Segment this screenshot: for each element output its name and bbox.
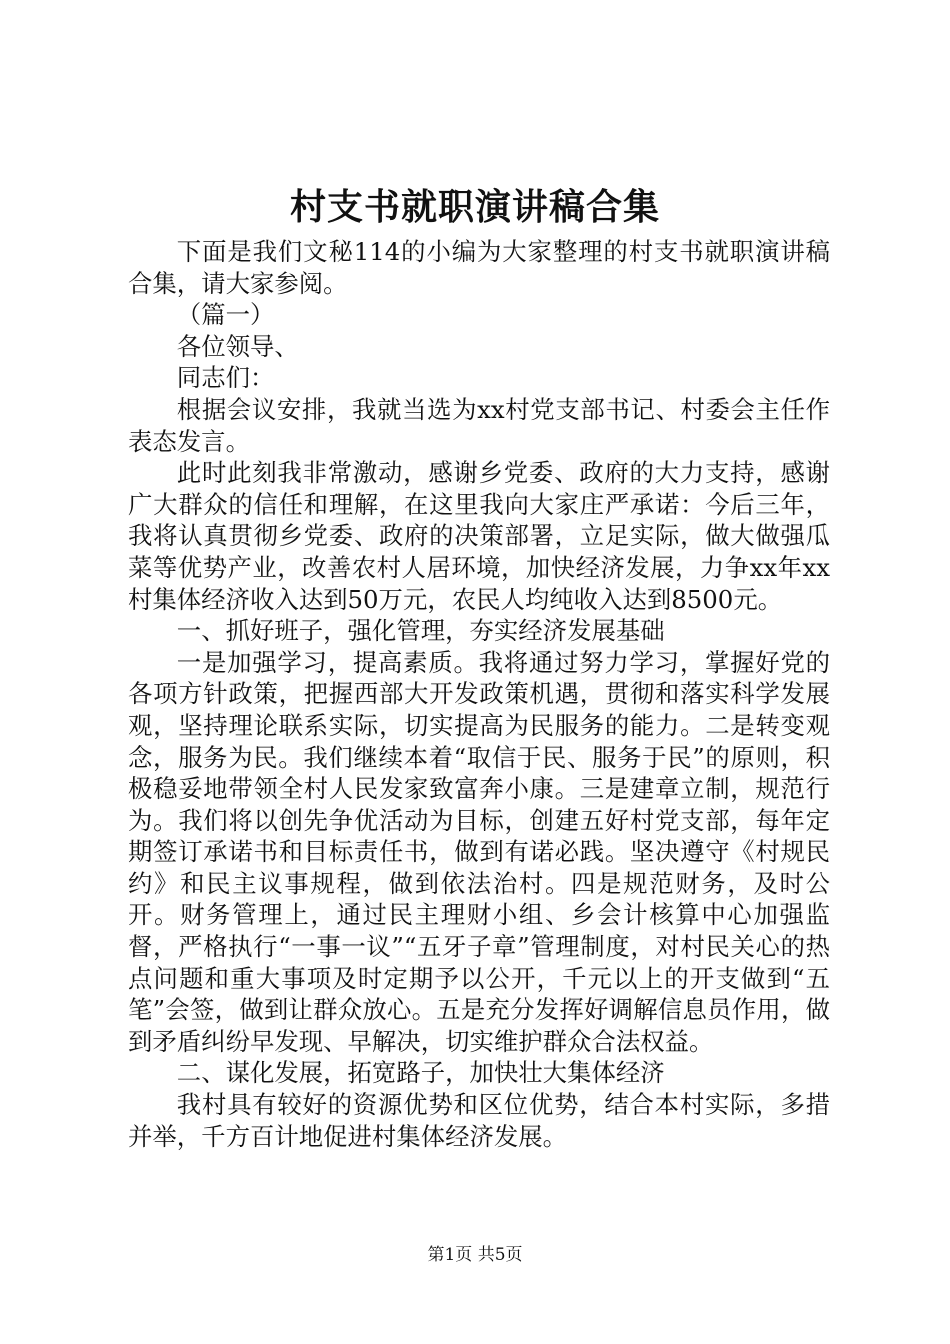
paragraph-salutation-comrades: 同志们： <box>176 363 275 393</box>
document-title: 村支书就职演讲稿合集 <box>289 186 660 228</box>
heading-section-two: 二、谋化发展，拓宽路子，加快壮大集体经济 <box>176 1058 665 1088</box>
paragraph-opening: 根据会议安排，我就当选为xx村党支部书记、村委会主任作表态发言。 <box>128 394 830 456</box>
paragraph-section-one-body: 一是加强学习，提高素质。我将通过努力学习，掌握好党的各项方针政策，把握西部大开发政策机遇，贯彻和落实科学发展观，坚持理论联系实际，切实提高为民服务的能力。二是转变观念，服务为民。我们继续本着“取信于民、服务于民”的原则，积极稳妥地带领全村人民发家致富奔小康。三是建章立制，规范行为。我们将以创先争优活动为目标，创建五好村党支部，每年定期签订承诺书和目标责任书，做到有诺必践。坚决遵守《村规民约》和民主议事规程，做到依法治村。四是规范财务，及时公开。财务管理上，通过民主理财小组、乡会计核算中心加强监督，严格执行“一事一议”“五牙子章”管理制度，对村民关心的热点问题和重大事项及时定期予以公开，千元以上的开支做到“五笔”会签，做到让群众放心。五是充分发挥好调解信息员作用，做到矛盾纠纷早发现、早解决，切实维护群众合法权益。 <box>128 647 830 1056</box>
paragraph-commitment: 此时此刻我非常激动，感谢乡党委、政府的大力支持，感谢广大群众的信任和理解，在这里我向大家庄严承诺：今后三年，我将认真贯彻乡党委、政府的决策部署，立足实际，做大做强瓜菜等优势产业，改善农村人居环境，加快经济发展，力争xx年xx村集体经济收入达到50万元，农民人均纯收入达到8500元。 <box>128 458 830 614</box>
page-footer: 第1页 共5页 <box>427 1245 523 1265</box>
document-body <box>128 236 830 1152</box>
paragraph-section-label: （篇一） <box>176 300 275 330</box>
heading-section-one: 一、抓好班子，强化管理，夯实经济发展基础 <box>176 616 665 646</box>
paragraph-section-two-body: 我村具有较好的资源优势和区位优势，结合本村实际，多措并举，千方百计地促进村集体经济发展。 <box>128 1090 830 1151</box>
paragraph-intro: 下面是我们文秘114的小编为大家整理的村支书就职演讲稿合集，请大家参阅。 <box>128 237 830 298</box>
paragraph-salutation-leaders: 各位领导、 <box>176 331 299 361</box>
